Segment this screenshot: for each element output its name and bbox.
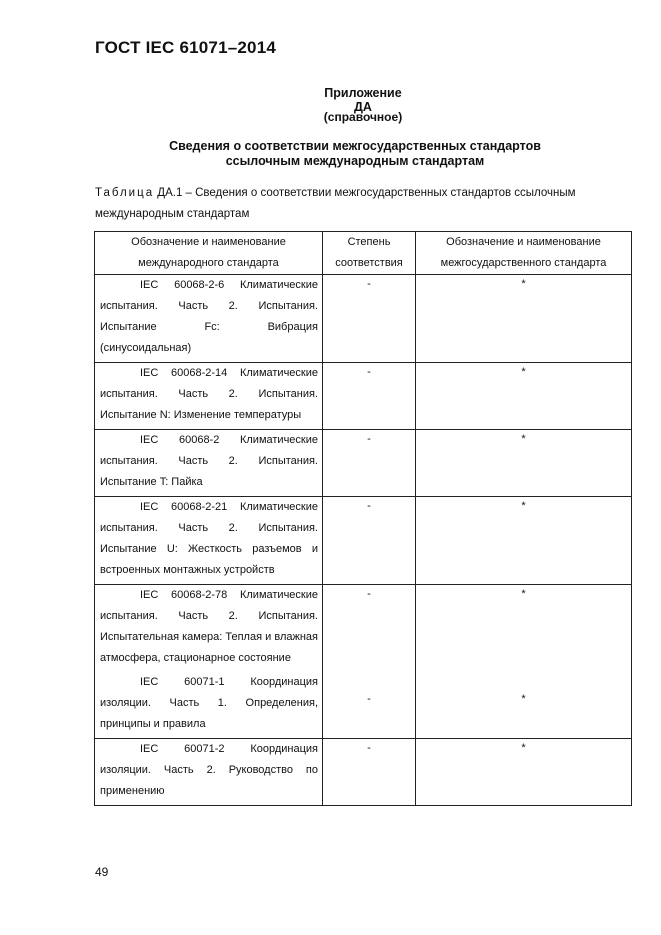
table-caption [95,183,635,225]
national-standard-cell: * [521,366,526,378]
annex-title: Приложение ДА [324,86,402,114]
annex-subtitle: (справочное) [323,110,403,124]
degree-cell: - [367,500,371,512]
national-standard-cell: * [521,742,526,754]
table-caption-text-1: ДА.1 – Сведения о соответствии межгосударственных стандартов ссылочным [154,187,576,199]
table-row [95,430,632,497]
table-caption-text-2: международным стандартам [95,208,250,220]
degree-cell: - [367,693,371,705]
degree-cell: - [367,278,371,290]
annex-heading-line-1: Сведения о соответствии межгосударственных стандартов [169,139,541,153]
international-standard-cell: IEC 60068-2-6 Климатические испытания. Часть 2. Испытания. Испытание Fc: Вибрация (синусоидальная) [100,279,318,354]
national-standard-cell: * [521,278,526,290]
document-id: ГОСТ IEC 61071–2014 [95,38,277,57]
annex-heading [120,139,590,169]
annex-heading-line-2: ссылочным международным стандартам [225,154,485,168]
degree-cell: - [367,588,371,600]
international-standard-cell: IEC 60068-2-14 Климатические испытания. Часть 2. Испытания. Испытание N: Изменение температуры [100,367,318,421]
table-row [95,739,632,806]
degree-cell: - [367,433,371,445]
international-standard-cell: IEC 60068-2-21 Климатические испытания. Часть 2. Испытания. Испытание U: Жесткость разъемов и встроенных монтажных устройств [100,501,318,576]
column-header-degree: Степень соответствия [323,232,416,275]
table-caption-label: Таблица [95,187,155,199]
column-header-national: Обозначение и наименование межгосударственного стандарта [416,232,632,275]
column-header-international: Обозначение и наименование международного стандарта [95,232,323,275]
degree-cell: - [367,742,371,754]
national-standard-cell: * [521,588,526,600]
table-row [95,497,632,585]
standards-table [94,231,632,806]
international-standard-cell: IEC 60071-2 Координация изоляции. Часть 2. Руководство по применению [100,743,318,797]
national-standard-cell: * [521,433,526,445]
table-header-row [95,232,632,275]
degree-cell: - [367,366,371,378]
international-standard-cell: IEC 60068-2-78 Климатические испытания. Часть 2. Испытания. Испытательная камера: Теплая и влажная атмосфера, стационарное состояние [100,589,318,664]
table-row [95,585,632,739]
international-standard-cell: IEC 60068-2 Климатические испытания. Часть 2. Испытания. Испытание T: Пайка [100,434,318,488]
table-row [95,363,632,430]
international-standard-cell: IEC 60071-1 Координация изоляции. Часть 1. Определения, принципы и правила [100,676,318,730]
national-standard-cell: * [521,693,526,705]
national-standard-cell: * [521,500,526,512]
page-number: 49 [95,865,109,879]
table-row [95,275,632,363]
